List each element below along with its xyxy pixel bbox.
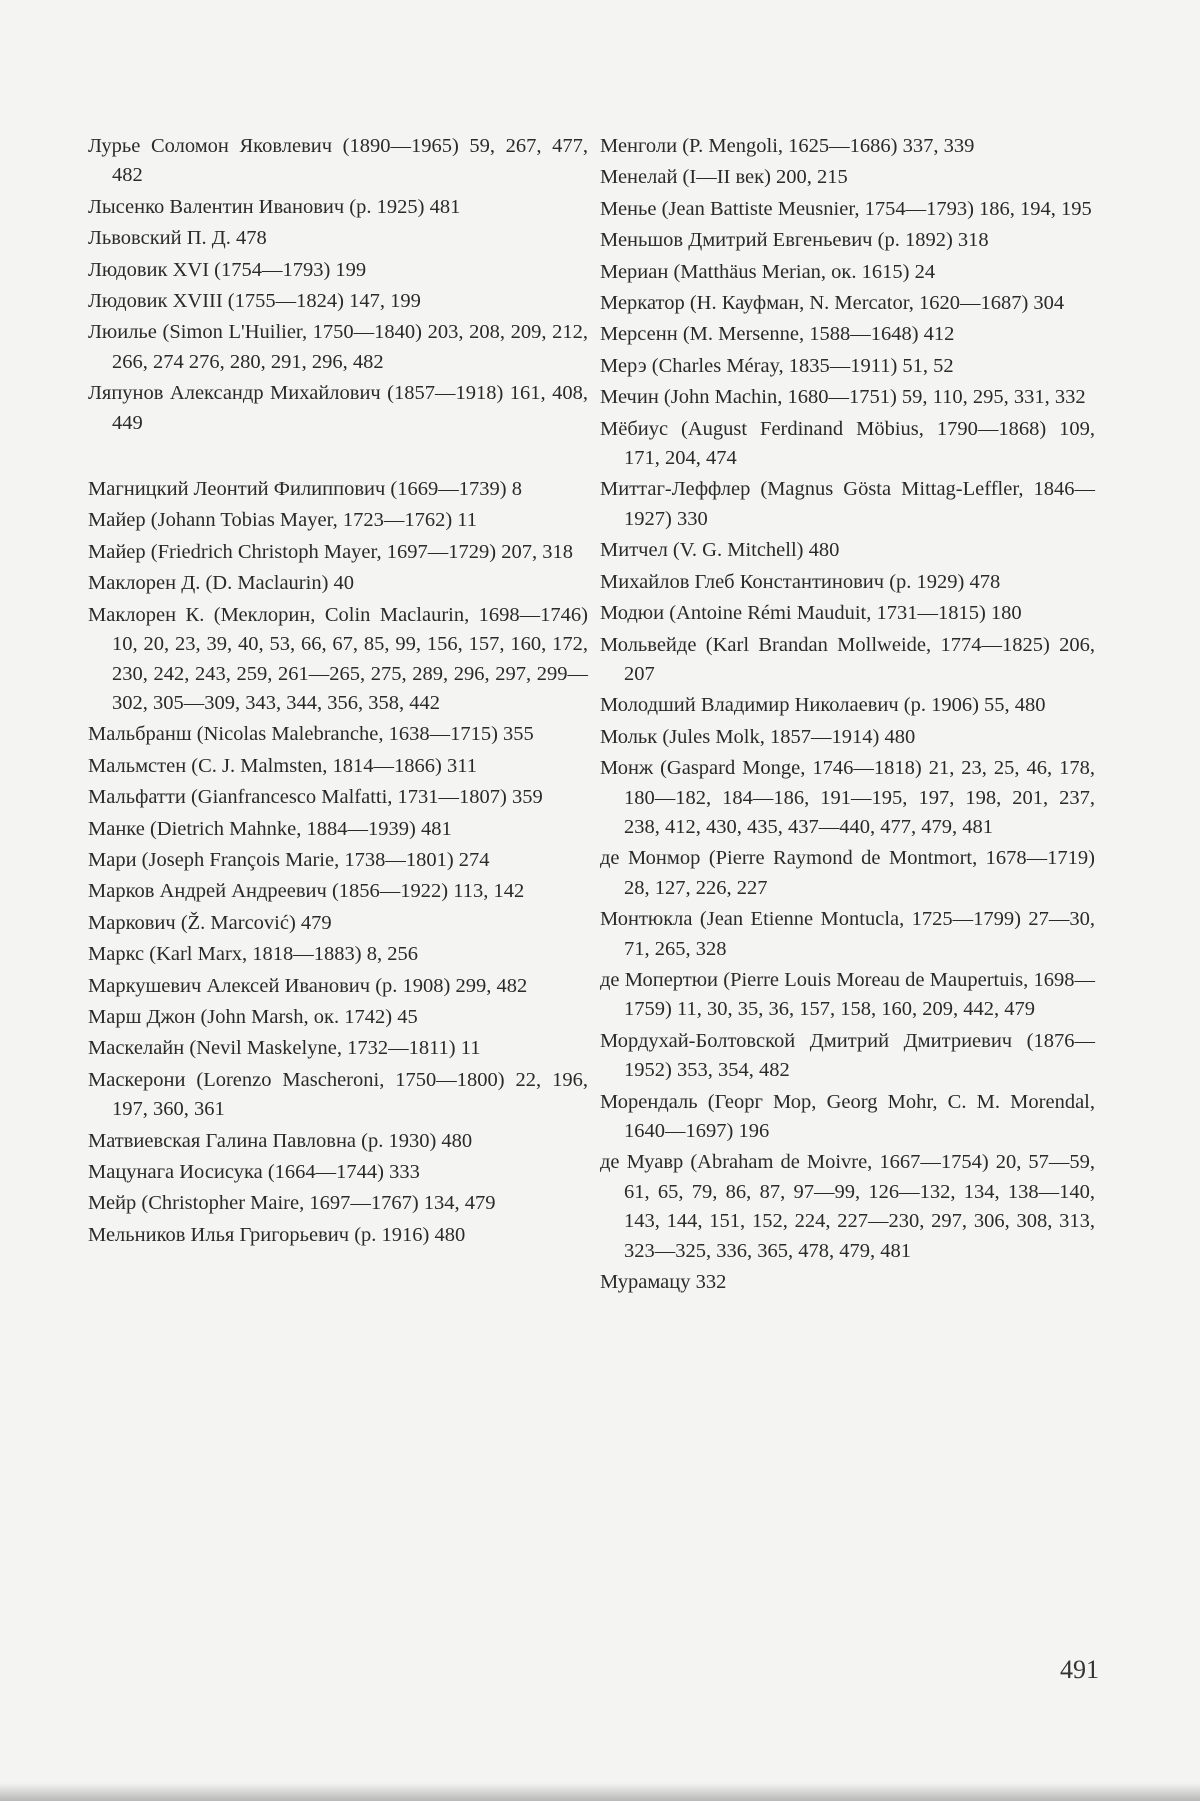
index-entry: Менелай (I—II век) 200, 215 (600, 163, 1095, 192)
index-entry: Мольк (Jules Molk, 1857—1914) 480 (600, 723, 1095, 752)
index-entry: Миттаг-Леффлер (Magnus Gösta Mittag-Leffler, 1846—1927) 330 (600, 475, 1095, 534)
index-entry: де Мопертюи (Pierre Louis Moreau de Maupertuis, 1698—1759) 11, 30, 35, 36, 157, 158, 160, 209, 442, 479 (600, 966, 1095, 1025)
index-entry: Маклорен Д. (D. Maclaurin) 40 (88, 569, 588, 598)
index-entry: Майер (Friedrich Christoph Mayer, 1697—1729) 207, 318 (88, 538, 588, 567)
index-entry: Лысенко Валентин Иванович (р. 1925) 481 (88, 193, 588, 222)
entry-list-m (88, 475, 588, 1250)
index-entry: Люилье (Simon L'Huilier, 1750—1840) 203, 208, 209, 212, 266, 274 276, 280, 291, 296, 482 (88, 318, 588, 377)
index-entry: Мерсенн (M. Mersenne, 1588—1648) 412 (600, 320, 1095, 349)
index-entry: Модюи (Antoine Rémi Mauduit, 1731—1815) 180 (600, 599, 1095, 628)
index-entry: Маркушевич Алексей Иванович (р. 1908) 299, 482 (88, 972, 588, 1001)
index-entry: Мерэ (Charles Méray, 1835—1911) 51, 52 (600, 352, 1095, 381)
index-entry: Людовик XVI (1754—1793) 199 (88, 256, 588, 285)
index-entry: Маркс (Karl Marx, 1818—1883) 8, 256 (88, 940, 588, 969)
index-entry: Мордухай-Болтовской Дмитрий Дмитриевич (1876—1952) 353, 354, 482 (600, 1027, 1095, 1086)
index-entry: Молодший Владимир Николаевич (р. 1906) 55, 480 (600, 691, 1095, 720)
index-entry: Магницкий Леонтий Филиппович (1669—1739) 8 (88, 475, 588, 504)
index-entry: де Муавр (Abraham de Moivre, 1667—1754) 20, 57—59, 61, 65, 79, 86, 87, 97—99, 126—132, 134, 138—140, 143, 144, 151, 152, 224, 227—230, 297, 306, 308, 313, 323—325, 336, 365, 478, 479, 481 (600, 1148, 1095, 1266)
left-column (88, 132, 588, 1252)
index-entry: Манке (Dietrich Mahnke, 1884—1939) 481 (88, 815, 588, 844)
index-entry: Мацунага Иосисука (1664—1744) 333 (88, 1158, 588, 1187)
index-entry: Майер (Johann Tobias Mayer, 1723—1762) 11 (88, 506, 588, 535)
index-entry: Маркович (Ž. Marcović) 479 (88, 909, 588, 938)
index-entry: Марков Андрей Андреевич (1856—1922) 113, 142 (88, 877, 588, 906)
index-entry: Маскерони (Lorenzo Mascheroni, 1750—1800) 22, 196, 197, 360, 361 (88, 1066, 588, 1125)
index-entry: Мельников Илья Григорьевич (р. 1916) 480 (88, 1221, 588, 1250)
index-entry: Меньшов Дмитрий Евгеньевич (р. 1892) 318 (600, 226, 1095, 255)
index-entry: Мальмстен (C. J. Malmsten, 1814—1866) 311 (88, 752, 588, 781)
index-entry: Львовский П. Д. 478 (88, 224, 588, 253)
index-entry: Монтюкла (Jean Etienne Montucla, 1725—1799) 27—30, 71, 265, 328 (600, 905, 1095, 964)
index-entry: Морендаль (Георг Мор, Georg Mohr, C. M. Morendal, 1640—1697) 196 (600, 1088, 1095, 1147)
index-entry: Мари (Joseph François Marie, 1738—1801) 274 (88, 846, 588, 875)
index-entry: Менье (Jean Battiste Meusnier, 1754—1793) 186, 194, 195 (600, 195, 1095, 224)
index-entry: Маскелайн (Nevil Maskelyne, 1732—1811) 11 (88, 1034, 588, 1063)
right-column (600, 132, 1095, 1299)
entry-list-l (88, 132, 588, 438)
book-page (0, 0, 1200, 1801)
index-entry: Мериан (Matthäus Merian, ок. 1615) 24 (600, 258, 1095, 287)
index-entry: Мальбранш (Nicolas Malebranche, 1638—1715) 355 (88, 720, 588, 749)
index-entry: Монж (Gaspard Monge, 1746—1818) 21, 23, 25, 46, 178, 180—182, 184—186, 191—195, 197, 198, 201, 237, 238, 412, 430, 435, 437—440, 477, 479, 481 (600, 754, 1095, 842)
index-entry: Марш Джон (John Marsh, ок. 1742) 45 (88, 1003, 588, 1032)
index-entry: Мурамацу 332 (600, 1268, 1095, 1297)
index-entry: Лурье Соломон Яковлевич (1890—1965) 59, 267, 477, 482 (88, 132, 588, 191)
index-entry: Мальфатти (Gianfrancesco Malfatti, 1731—1807) 359 (88, 783, 588, 812)
letter-section-gap (88, 440, 588, 475)
scan-edge-shadow (0, 1783, 1200, 1801)
index-entry: Мечин (John Machin, 1680—1751) 59, 110, 295, 331, 332 (600, 383, 1095, 412)
index-entry: Мольвейде (Karl Brandan Mollweide, 1774—1825) 206, 207 (600, 631, 1095, 690)
index-entry: Маклорен К. (Меклорин, Colin Maclaurin, 1698—1746) 10, 20, 23, 39, 40, 53, 66, 67, 85, 99, 156, 157, 160, 172, 230, 242, 243, 259, 261—265, 275, 289, 296, 297, 299—302, 305—309, 343, 344, 356, 358, 442 (88, 601, 588, 719)
index-entry: Меркатор (Н. Кауфман, N. Mercator, 1620—1687) 304 (600, 289, 1095, 318)
page-number: 491 (1060, 1655, 1099, 1685)
index-entry: Людовик XVIII (1755—1824) 147, 199 (88, 287, 588, 316)
index-entry: Михайлов Глеб Константинович (р. 1929) 478 (600, 568, 1095, 597)
index-entry: Митчел (V. G. Mitchell) 480 (600, 536, 1095, 565)
index-entry: де Монмор (Pierre Raymond de Montmort, 1678—1719) 28, 127, 226, 227 (600, 844, 1095, 903)
index-entry: Матвиевская Галина Павловна (р. 1930) 480 (88, 1127, 588, 1156)
index-entry: Менголи (P. Mengoli, 1625—1686) 337, 339 (600, 132, 1095, 161)
index-entry: Ляпунов Александр Михайлович (1857—1918) 161, 408, 449 (88, 379, 588, 438)
index-entry: Мейр (Christopher Maire, 1697—1767) 134, 479 (88, 1189, 588, 1218)
index-entry: Мёбиус (August Ferdinand Möbius, 1790—1868) 109, 171, 204, 474 (600, 415, 1095, 474)
